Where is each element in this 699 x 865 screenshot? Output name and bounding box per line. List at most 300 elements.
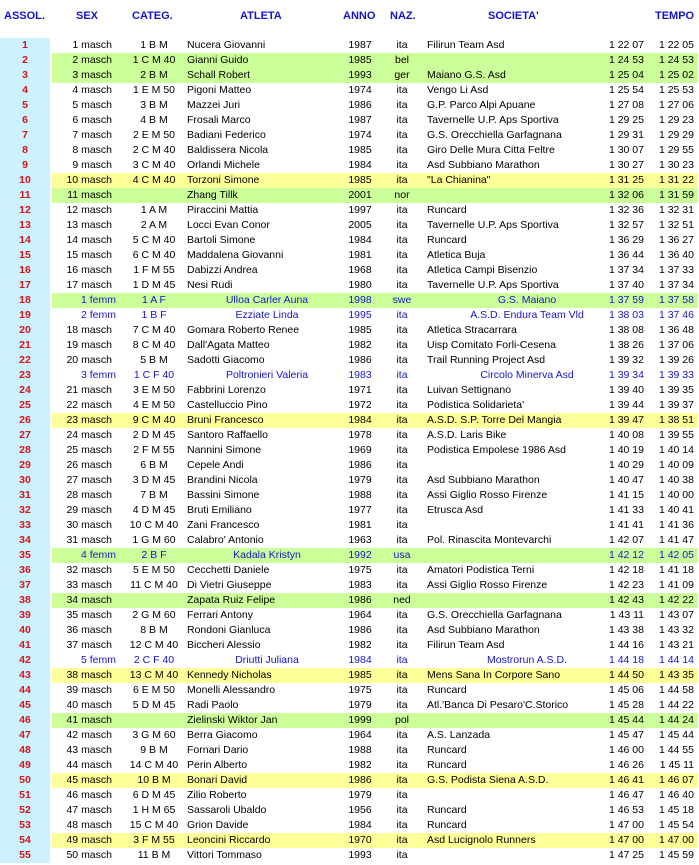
position-cell: 18: [19, 294, 31, 306]
year-cell: 1986: [348, 594, 372, 606]
position-cell: 47: [19, 729, 31, 741]
athlete-cell: Bruti Emiliano: [187, 504, 252, 516]
nationality-cell: ita: [396, 699, 408, 711]
category-cell: 2 E M 50: [132, 129, 176, 141]
sex-rank-cell: 14 masch: [66, 234, 112, 246]
year-cell: 1981: [348, 519, 372, 531]
category-cell: 3 C M 40: [132, 159, 176, 171]
nationality-cell: ita: [396, 144, 408, 156]
year-cell: 1985: [348, 144, 372, 156]
athlete-cell: Ezziate Linda: [235, 309, 299, 321]
year-cell: 1993: [348, 849, 372, 861]
athlete-cell: Zilio Roberto: [187, 789, 247, 801]
table-row: [0, 278, 699, 293]
category-cell: 1 H M 65: [132, 804, 176, 816]
athlete-cell: Zielinski Wiktor Jan: [187, 714, 278, 726]
category-cell: 4 B M: [140, 114, 168, 126]
club-cell: Vengo Li Asd: [427, 84, 489, 96]
year-cell: 1971: [348, 384, 372, 396]
table-row: [0, 563, 699, 578]
club-cell: [427, 593, 597, 608]
year-cell: 1983: [348, 579, 372, 591]
gun-time-cell: 1 22 07: [608, 39, 644, 51]
net-time-cell: 1 46 40: [658, 789, 694, 801]
club-cell: Circolo Minerva Asd: [480, 369, 574, 381]
club-cell: Mostrorun A.S.D.: [487, 654, 567, 666]
table-row: [0, 698, 699, 713]
gun-time-cell: 1 32 36: [608, 204, 644, 216]
athlete-cell: Brandini Nicola: [187, 474, 258, 486]
sex-rank-cell: 29 masch: [66, 504, 112, 516]
club-cell: Filirun Team Asd: [427, 639, 505, 651]
athlete-cell: Poltronieri Valeria: [225, 369, 309, 381]
year-cell: 1987: [348, 114, 372, 126]
athlete-cell: Berra Giacomo: [187, 729, 258, 741]
table-row: [0, 173, 699, 188]
gun-time-cell: 1 37 59: [608, 294, 644, 306]
sex-rank-cell: 23 masch: [66, 414, 112, 426]
athlete-cell: Orlandi Michele: [187, 159, 260, 171]
sex-rank-cell: 44 masch: [66, 759, 112, 771]
position-cell: 42: [19, 654, 31, 666]
position-cell: 55: [19, 849, 31, 861]
gun-time-cell: 1 39 40: [608, 384, 644, 396]
position-cell: 21: [19, 339, 31, 351]
table-row: [0, 818, 699, 833]
year-cell: 1982: [348, 759, 372, 771]
position-cell: 43: [19, 669, 31, 681]
sex-rank-cell: 2 femm: [80, 309, 116, 321]
nationality-cell: ita: [396, 624, 408, 636]
gun-time-cell: 1 45 44: [608, 714, 644, 726]
category-cell: 5 D M 45: [132, 699, 176, 711]
club-cell: [427, 458, 597, 473]
sex-rank-cell: 3 femm: [80, 369, 116, 381]
club-cell: [427, 713, 597, 728]
category-cell: 6 C M 40: [132, 249, 176, 261]
category-cell: 7 C M 40: [132, 324, 176, 336]
sex-rank-cell: 3 masch: [72, 69, 112, 81]
club-cell: Tavernelle U.P. Aps Sportiva: [427, 219, 559, 231]
nationality-cell: ita: [396, 759, 408, 771]
club-cell: G.S. Podista Siena A.S.D.: [427, 774, 549, 786]
net-time-cell: 1 47 00: [658, 834, 694, 846]
position-cell: 50: [19, 774, 31, 786]
club-cell: [427, 848, 597, 863]
table-row: [0, 83, 699, 98]
year-cell: 1980: [348, 279, 372, 291]
sex-rank-cell: 43 masch: [66, 744, 112, 756]
position-cell: 45: [19, 699, 31, 711]
gun-time-cell: 1 36 44: [608, 249, 644, 261]
net-time-cell: 1 37 58: [658, 294, 694, 306]
category-cell: 9 C M 40: [132, 414, 176, 426]
sex-rank-cell: 25 masch: [66, 444, 112, 456]
nationality-cell: ita: [396, 564, 408, 576]
table-row: [0, 488, 699, 503]
net-time-cell: 1 43 32: [658, 624, 694, 636]
category-cell: 1 B F: [141, 309, 167, 321]
sex-rank-cell: 32 masch: [66, 564, 112, 576]
gun-time-cell: 1 24 53: [608, 54, 644, 66]
club-cell: Runcard: [427, 684, 467, 696]
year-cell: 1986: [348, 774, 372, 786]
sex-rank-cell: 36 masch: [66, 624, 112, 636]
athlete-cell: Rondoni Gianluca: [187, 624, 271, 636]
gun-time-cell: 1 44 18: [608, 654, 644, 666]
year-cell: 1986: [348, 624, 372, 636]
gun-time-cell: 1 45 47: [608, 729, 644, 741]
table-row: [0, 263, 699, 278]
sex-rank-cell: 26 masch: [66, 459, 112, 471]
sex-rank-cell: 15 masch: [66, 249, 112, 261]
sex-rank-cell: 21 masch: [66, 384, 112, 396]
net-time-cell: 1 44 58: [658, 684, 694, 696]
category-cell: 8 C M 40: [132, 339, 176, 351]
year-cell: 1993: [348, 69, 372, 81]
sex-rank-cell: 48 masch: [66, 819, 112, 831]
year-cell: 1987: [348, 39, 372, 51]
year-cell: 1956: [348, 804, 372, 816]
nationality-cell: ita: [396, 669, 408, 681]
position-cell: 7: [22, 129, 28, 141]
club-cell: A.S.D. Endura Team Vld: [470, 309, 584, 321]
athlete-cell: Bonari David: [187, 774, 248, 786]
nationality-cell: ger: [394, 69, 410, 81]
nationality-cell: ita: [396, 159, 408, 171]
nationality-cell: ita: [396, 264, 408, 276]
table-row: [0, 638, 699, 653]
sex-rank-cell: 5 masch: [72, 99, 112, 111]
athlete-cell: Dall'Agata Matteo: [187, 339, 270, 351]
nationality-cell: ita: [396, 819, 408, 831]
sex-rank-cell: 7 masch: [72, 129, 112, 141]
net-time-cell: 1 43 07: [658, 609, 694, 621]
table-row: [0, 683, 699, 698]
nationality-cell: ita: [396, 579, 408, 591]
nationality-cell: ita: [396, 654, 408, 666]
net-time-cell: 1 39 55: [658, 429, 694, 441]
category-cell: 2 F M 55: [133, 444, 175, 456]
category-cell: 4 E M 50: [132, 399, 176, 411]
year-cell: 1968: [348, 264, 372, 276]
nationality-cell: ita: [396, 84, 408, 96]
table-row: [0, 38, 699, 53]
club-cell: Trail Running Project Asd: [427, 354, 546, 366]
net-time-cell: 1 29 29: [658, 129, 694, 141]
net-time-cell: 1 45 54: [658, 819, 694, 831]
sex-rank-cell: 37 masch: [66, 639, 112, 651]
position-cell: 40: [19, 624, 31, 636]
position-cell: 32: [19, 504, 31, 516]
athlete-cell: Grion Davide: [187, 819, 249, 831]
sex-rank-cell: 49 masch: [66, 834, 112, 846]
nationality-cell: ita: [396, 39, 408, 51]
table-row: [0, 608, 699, 623]
net-time-cell: 1 44 24: [658, 714, 694, 726]
table-row: [0, 803, 699, 818]
net-time-cell: 1 40 09: [658, 459, 694, 471]
year-cell: 1975: [348, 564, 372, 576]
position-cell: 24: [19, 384, 31, 396]
nationality-cell: ita: [396, 384, 408, 396]
position-cell: 15: [19, 249, 31, 261]
gun-time-cell: 1 30 27: [608, 159, 644, 171]
position-cell: 37: [19, 579, 31, 591]
sex-rank-cell: 9 masch: [72, 159, 112, 171]
gun-time-cell: 1 46 00: [608, 744, 644, 756]
nationality-cell: pol: [394, 714, 409, 726]
table-row: [0, 848, 699, 863]
category-cell: 15 C M 40: [129, 819, 179, 831]
position-cell: 19: [19, 309, 31, 321]
header-year: ANNO: [343, 10, 376, 22]
sex-rank-cell: 16 masch: [66, 264, 112, 276]
club-cell: A.S.D. Laris Bike: [427, 429, 507, 441]
table-row: [0, 443, 699, 458]
nationality-cell: ita: [396, 489, 408, 501]
nationality-cell: ita: [396, 174, 408, 186]
club-cell: Etrusca Asd: [427, 504, 484, 516]
table-row: [0, 428, 699, 443]
nationality-cell: ita: [396, 684, 408, 696]
category-cell: 2 B M: [140, 69, 168, 81]
nationality-cell: ita: [396, 114, 408, 126]
year-cell: 1974: [348, 129, 372, 141]
category-cell: [126, 713, 182, 728]
position-cell: 10: [19, 174, 31, 186]
gun-time-cell: 1 32 57: [608, 219, 644, 231]
club-cell: [427, 53, 597, 68]
category-cell: 1 F M 55: [133, 264, 175, 276]
gun-time-cell: 1 39 47: [608, 414, 644, 426]
category-cell: 3 E M 50: [132, 384, 176, 396]
athlete-cell: Di Vietri Giuseppe: [187, 579, 272, 591]
header-cat: CATEG.: [132, 10, 173, 22]
club-cell: Luivan Settignano: [427, 384, 512, 396]
nationality-cell: ita: [396, 219, 408, 231]
nationality-cell: bel: [394, 54, 409, 66]
table-row: [0, 248, 699, 263]
table-row: [0, 68, 699, 83]
gun-time-cell: 1 37 34: [608, 264, 644, 276]
sex-rank-cell: 45 masch: [66, 774, 112, 786]
gun-time-cell: 1 41 41: [608, 519, 644, 531]
position-cell: 26: [19, 414, 31, 426]
athlete-cell: Pigoni Matteo: [187, 84, 252, 96]
club-cell: Asd Subbiano Marathon: [427, 474, 540, 486]
athlete-cell: Locci Evan Conor: [187, 219, 270, 231]
gun-time-cell: 1 37 40: [608, 279, 644, 291]
athlete-cell: Nannini Simone: [187, 444, 262, 456]
gun-time-cell: 1 29 25: [608, 114, 644, 126]
table-row: [0, 203, 699, 218]
year-cell: 1988: [348, 489, 372, 501]
gun-time-cell: 1 42 12: [608, 549, 644, 561]
gun-time-cell: 1 46 53: [608, 804, 644, 816]
sex-rank-cell: 35 masch: [66, 609, 112, 621]
athlete-cell: Cecchetti Daniele: [187, 564, 270, 576]
category-cell: 4 C M 40: [132, 174, 176, 186]
gun-time-cell: 1 46 41: [608, 774, 644, 786]
club-cell: [427, 188, 597, 203]
net-time-cell: 1 25 53: [658, 84, 694, 96]
position-cell: 16: [19, 264, 31, 276]
net-time-cell: 1 32 51: [658, 219, 694, 231]
position-cell: 38: [19, 594, 31, 606]
position-cell: 48: [19, 744, 31, 756]
sex-rank-cell: 17 masch: [66, 279, 112, 291]
position-cell: 41: [19, 639, 31, 651]
year-cell: 1979: [348, 699, 372, 711]
table-row: [0, 158, 699, 173]
club-cell: Tavernelle U.P. Aps Sportiva: [427, 279, 559, 291]
club-cell: Asd Subbiano Marathon: [427, 624, 540, 636]
sex-rank-cell: 2 masch: [72, 54, 112, 66]
table-row: [0, 758, 699, 773]
category-cell: [126, 188, 182, 203]
gun-time-cell: 1 47 25: [608, 849, 644, 861]
sex-rank-cell: 1 masch: [72, 39, 112, 51]
nationality-cell: ita: [396, 414, 408, 426]
gun-time-cell: 1 40 29: [608, 459, 644, 471]
category-cell: 6 B M: [140, 459, 168, 471]
nationality-cell: ita: [396, 354, 408, 366]
athlete-cell: Frosali Marco: [187, 114, 251, 126]
sex-rank-cell: 4 masch: [72, 84, 112, 96]
position-cell: 44: [19, 684, 31, 696]
header-sex: SEX: [76, 10, 99, 22]
net-time-cell: 1 45 11: [659, 759, 694, 771]
category-cell: 8 B M: [140, 624, 168, 636]
gun-time-cell: 1 45 06: [608, 684, 644, 696]
year-cell: 1969: [348, 444, 372, 456]
year-cell: 1986: [348, 99, 372, 111]
net-time-cell: 1 37 33: [658, 264, 694, 276]
position-cell: 34: [19, 534, 31, 546]
athlete-cell: Nucera Giovanni: [187, 39, 266, 51]
athlete-cell: Sassaroli Ubaldo: [187, 804, 267, 816]
net-time-cell: 1 31 59: [658, 189, 694, 201]
table-row: [0, 653, 699, 668]
net-time-cell: 1 42 05: [658, 549, 694, 561]
table-row: [0, 728, 699, 743]
nationality-cell: ita: [396, 234, 408, 246]
category-cell: 3 F M 55: [133, 834, 175, 846]
position-cell: 27: [19, 429, 31, 441]
position-cell: 3: [22, 69, 28, 81]
club-cell: Amatori Podistica Terni: [427, 564, 535, 576]
table-row: [0, 143, 699, 158]
table-row: [0, 98, 699, 113]
position-cell: 29: [19, 459, 31, 471]
nationality-cell: ita: [396, 369, 408, 381]
athlete-cell: Fabbrini Lorenzo: [187, 384, 266, 396]
gun-time-cell: 1 25 54: [608, 84, 644, 96]
net-time-cell: 1 45 59: [658, 849, 694, 861]
category-cell: 1 G M 60: [132, 534, 176, 546]
year-cell: 1985: [348, 324, 372, 336]
table-row: [0, 473, 699, 488]
net-time-cell: 1 37 46: [658, 309, 694, 321]
club-cell: Runcard: [427, 819, 467, 831]
year-cell: 2001: [348, 189, 372, 201]
position-cell: 14: [19, 234, 31, 246]
nationality-cell: ita: [396, 279, 408, 291]
category-cell: 3 G M 60: [132, 729, 176, 741]
club-cell: Assi Giglio Rosso Firenze: [427, 489, 548, 501]
year-cell: 1995: [348, 309, 372, 321]
club-cell: [427, 788, 597, 803]
net-time-cell: 1 43 21: [658, 639, 694, 651]
sex-rank-cell: 41 masch: [66, 714, 112, 726]
athlete-cell: Kadala Kristyn: [233, 549, 301, 561]
category-cell: 6 D M 45: [132, 789, 176, 801]
nationality-cell: ita: [396, 204, 408, 216]
net-time-cell: 1 27 06: [658, 99, 694, 111]
category-cell: 12 C M 40: [129, 639, 179, 651]
gun-time-cell: 1 41 15: [608, 489, 644, 501]
nationality-cell: ita: [396, 834, 408, 846]
nationality-cell: ita: [396, 339, 408, 351]
nationality-cell: ita: [396, 129, 408, 141]
sex-rank-cell: 4 femm: [80, 549, 116, 561]
position-cell: 11: [19, 189, 31, 201]
gun-time-cell: 1 42 18: [608, 564, 644, 576]
club-cell: Mens Sana In Corpore Sano: [427, 669, 561, 681]
club-cell: [427, 518, 597, 533]
nationality-cell: ita: [396, 324, 408, 336]
position-cell: 2: [22, 54, 28, 66]
sex-rank-cell: 12 masch: [66, 204, 112, 216]
sex-rank-cell: 50 masch: [66, 849, 112, 861]
gun-time-cell: 1 39 32: [608, 354, 644, 366]
sex-rank-cell: 28 masch: [66, 489, 112, 501]
category-cell: 2 C M 40: [132, 144, 176, 156]
net-time-cell: 1 40 41: [658, 504, 694, 516]
gun-time-cell: 1 36 29: [608, 234, 644, 246]
gun-time-cell: 1 29 31: [608, 129, 644, 141]
header-row: [0, 0, 699, 36]
year-cell: 1978: [348, 429, 372, 441]
position-cell: 36: [19, 564, 31, 576]
nationality-cell: ita: [396, 534, 408, 546]
net-time-cell: 1 41 18: [658, 564, 694, 576]
table-row: [0, 713, 699, 728]
gun-time-cell: 1 40 08: [608, 429, 644, 441]
athlete-cell: Maddalena Giovanni: [187, 249, 284, 261]
year-cell: 1986: [348, 354, 372, 366]
club-cell: Atletica Stracarrara: [427, 324, 517, 336]
table-row: [0, 668, 699, 683]
club-cell: Runcard: [427, 759, 467, 771]
club-cell: [427, 548, 627, 563]
nationality-cell: ita: [396, 444, 408, 456]
net-time-cell: 1 46 07: [658, 774, 694, 786]
gun-time-cell: 1 44 50: [608, 669, 644, 681]
gun-time-cell: 1 32 06: [608, 189, 644, 201]
sex-rank-cell: 11 masch: [67, 189, 112, 201]
club-cell: Maiano G.S. Asd: [427, 69, 506, 81]
category-cell: 1 A M: [140, 204, 168, 216]
club-cell: Podistica Empolese 1986 Asd: [427, 444, 566, 456]
club-cell: Atl.'Banca Di Pesaro'C.Storico: [427, 699, 569, 711]
position-cell: 39: [19, 609, 31, 621]
nationality-cell: nor: [394, 189, 410, 201]
club-cell: Pol. Rinascita Montevarchi: [427, 534, 552, 546]
category-cell: 5 E M 50: [132, 564, 176, 576]
athlete-cell: Ferrari Antony: [187, 609, 253, 621]
